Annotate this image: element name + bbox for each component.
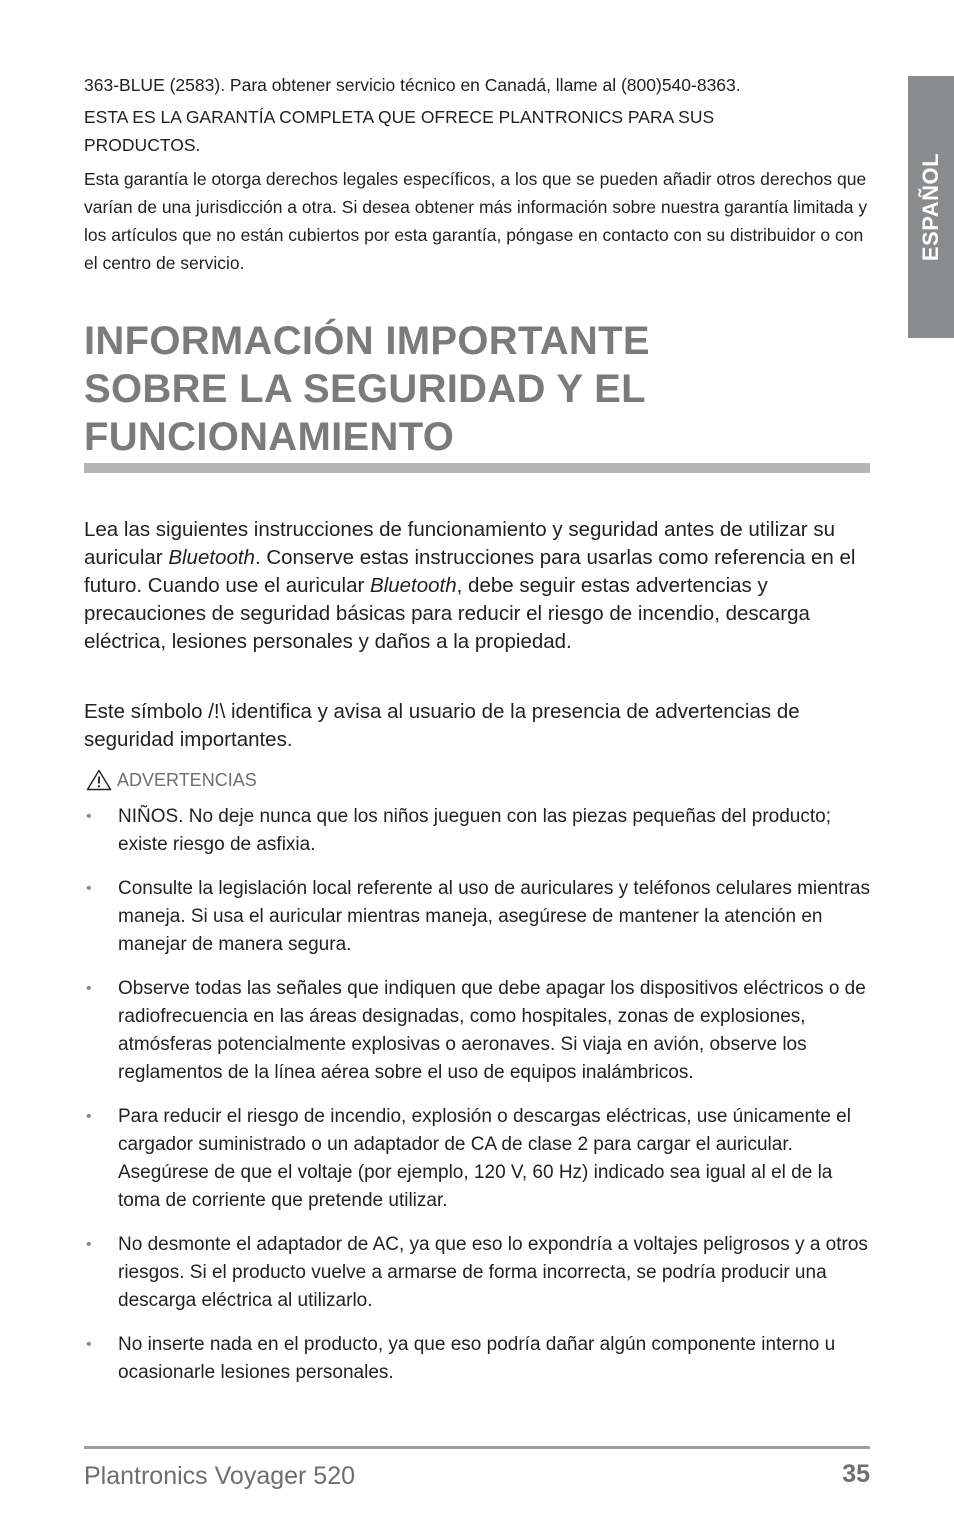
- page-number: 35: [842, 1460, 870, 1488]
- intro-bluetooth-1: Bluetooth: [168, 546, 255, 569]
- section-title: [84, 317, 870, 461]
- section-title-line-1: INFORMACIÓN IMPORTANTE: [84, 319, 650, 363]
- warranty-contact-line: 363-BLUE (2583). Para obtener servicio técnico en Canadá, llame al (800)540-8363.: [84, 75, 741, 95]
- list-item-text: NIÑOS. No deje nunca que los niños jueguen con las piezas pequeñas del producto; existe riesgo de asfixia.: [118, 806, 831, 855]
- list-item: [84, 803, 870, 859]
- list-item-text: Para reducir el riesgo de incendio, explosión o descargas eléctricas, use únicamente el cargador suministrado o un adaptador de CA de clase 2 para cargar el auricular. Asegúrese de que el voltaje (por ejemplo, 120 V, 60 Hz) indicado sea igual al el de la toma de corriente que pretende utilizar.: [118, 1106, 851, 1211]
- intro-text-a: Lea las siguientes instrucciones de funcionamiento y seguridad antes de utilizar su auricular: [84, 518, 835, 569]
- section-title-line-2: SOBRE LA SEGURIDAD Y EL: [84, 367, 646, 411]
- warning-triangle-icon: [86, 769, 112, 791]
- symbol-paragraph: Este símbolo /!\ identifica y avisa al usuario de la presencia de advertencias de seguridad importantes.: [84, 700, 800, 751]
- list-item: [84, 975, 870, 1087]
- warnings-list: [84, 803, 870, 1403]
- bullet-icon: •: [86, 1108, 92, 1125]
- bullet-icon: •: [86, 880, 92, 897]
- warnings-heading: [84, 766, 257, 794]
- list-item-text: Observe todas las señales que indiquen que debe apagar los dispositivos eléctricos o de radiofrecuencia en las áreas designadas, como hospitales, zonas de explosiones, atmósferas potencialmente explosivas o aeronaves. Si viaja en avión, observe los reglamentos de la línea aérea sobre el uso de equipos inalámbricos.: [118, 978, 866, 1083]
- list-item: [84, 1231, 870, 1315]
- bullet-icon: •: [86, 1236, 92, 1253]
- intro-text-b: . Conserve estas instrucciones para usarlas como referencia en el futuro. Cuando use el auricular: [84, 546, 856, 597]
- list-item-text: No desmonte el adaptador de AC, ya que eso lo expondría a voltajes peligrosos y a otros riesgos. Si el producto vuelve a armarse de forma incorrecta, se podría producir una descarga eléctrica al utilizarlo.: [118, 1234, 868, 1311]
- intro-bluetooth-2: Bluetooth: [370, 574, 457, 597]
- footer-product-title: Plantronics Voyager 520: [84, 1462, 356, 1490]
- warranty-rights-paragraph: Esta garantía le otorga derechos legales específicos, a los que se pueden añadir otros derechos que varían de una jurisdicción a otra. Si desea obtener más información sobre nuestra garantía limitada y los artículos que no están cubiertos por esta garantía, póngase en contacto con su distribuidor o con el centro de servicio.: [84, 169, 868, 273]
- list-item: [84, 1331, 870, 1387]
- warranty-complete-statement: ESTA ES LA GARANTÍA COMPLETA QUE OFRECE PLANTRONICS PARA SUS PRODUCTOS.: [84, 107, 715, 155]
- bullet-icon: •: [86, 1336, 92, 1353]
- warnings-heading-label: ADVERTENCIAS: [117, 770, 257, 790]
- bullet-icon: •: [86, 980, 92, 997]
- list-item: [84, 1103, 870, 1215]
- list-item-text: Consulte la legislación local referente al uso de auriculares y teléfonos celulares mientras maneja. Si usa el auricular mientras maneja, asegúrese de mantener la atención en manejar de manera segura.: [118, 878, 870, 955]
- language-tab: [908, 76, 954, 338]
- intro-paragraph: [84, 516, 870, 656]
- bullet-icon: •: [86, 808, 92, 825]
- section-title-line-3: FUNCIONAMIENTO: [84, 415, 455, 459]
- section-divider: [84, 463, 870, 473]
- list-item: [84, 875, 870, 959]
- list-item-text: No inserte nada en el producto, ya que eso podría dañar algún componente interno u ocasionarle lesiones personales.: [118, 1334, 836, 1383]
- language-tab-label: ESPAÑOL: [918, 152, 943, 262]
- intro-text-c: , debe seguir estas advertencias y precauciones de seguridad básicas para reducir el riesgo de incendio, descarga eléctrica, lesiones personales y daños a la propiedad.: [84, 574, 810, 653]
- footer-divider: [84, 1446, 870, 1449]
